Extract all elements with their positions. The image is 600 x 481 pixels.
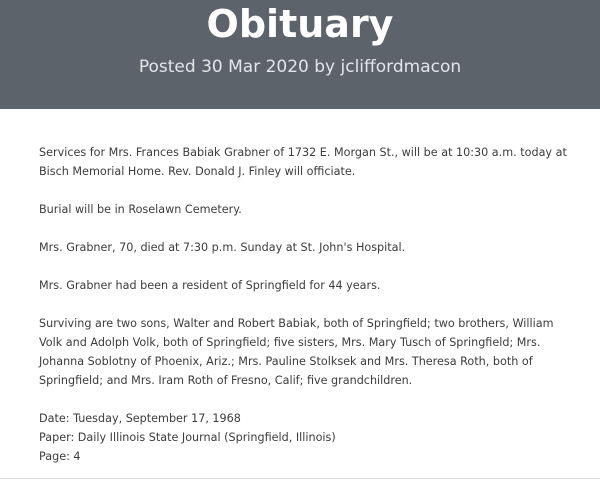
post-header	[0, 0, 600, 109]
paragraph-survivors: Surviving are two sons, Walter and Robert Babiak, both of Springfield; two brothers, William Volk and Adolph Volk, both of Springfield; five sisters, Mrs. Mary Tusch of Springfield; Mrs. Johanna Soblotny of Phoenix, Ariz.; Mrs. Pauline Stolksek and Mrs. Theresa Roth, both of Springfield; and Mrs. Iram Roth of Fresno, Calif; five grandchildren.	[39, 317, 554, 387]
paragraph-burial: Burial will be in Roselawn Cemetery.	[39, 203, 242, 216]
paragraph-residence: Mrs. Grabner had been a resident of Springfield for 44 years.	[39, 279, 381, 292]
source-page: Page: 4	[39, 450, 81, 463]
source-citation	[39, 409, 569, 466]
paragraph-services: Services for Mrs. Frances Babiak Grabner of 1732 E. Morgan St., will be at 10:30 a.m. today at Bisch Memorial Home. Rev. Donald J. Finley will officiate.	[39, 146, 567, 178]
divider	[0, 478, 600, 479]
article-body	[39, 143, 569, 466]
source-date: Date: Tuesday, September 17, 1968	[39, 412, 241, 425]
post-meta: Posted 30 Mar 2020 by jcliffordmacon	[138, 57, 462, 77]
source-paper: Paper: Daily Illinois State Journal (Springfield, Illinois)	[39, 431, 336, 444]
paragraph-death: Mrs. Grabner, 70, died at 7:30 p.m. Sunday at St. John's Hospital.	[39, 241, 406, 254]
page-title: Obituary	[206, 2, 394, 46]
